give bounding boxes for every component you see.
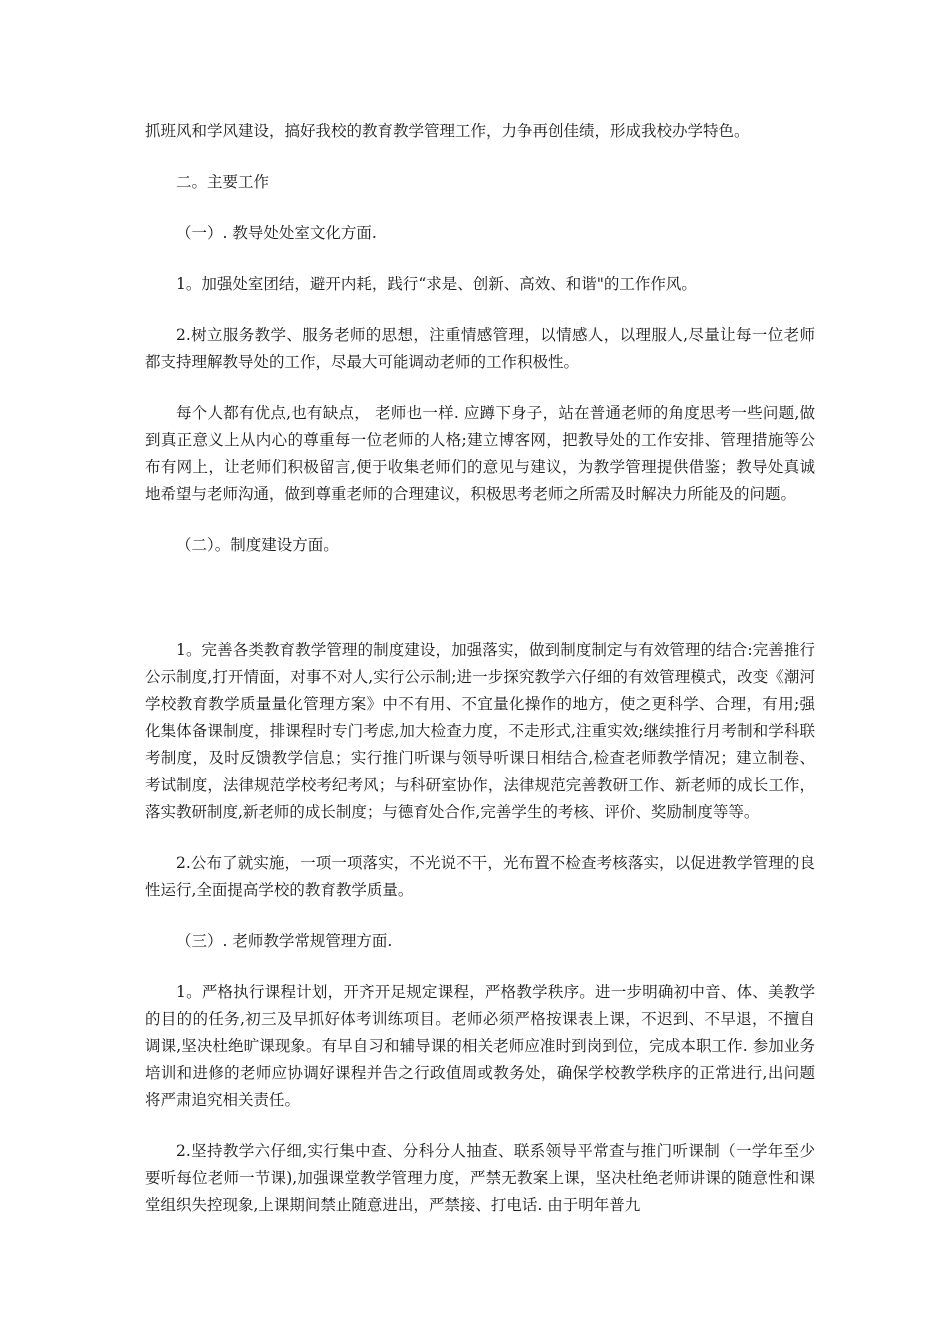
document-page [145, 118, 815, 1243]
paragraph-respect-teachers: 每个人都有优点,也有缺点， 老师也一样. 应蹲下身子，站在普通老师的角度思考一些问题,做到真正意义上从内心的尊重每一位老师的人格;建立博客网，把教导处的工作安排、管理措施等公布有网上，让老师们积极留言,便于收集老师们的意见与建议，为教学管理提供借鉴；教导处真诚地希望与老师沟通，做到尊重老师的合理建议，积极思考老师之所需及时解决力所能及的问题。 [145, 404, 815, 503]
paragraph-item-2-service: 2.树立服务教学、服务老师的思想，注重情感管理，以情感人，以理服人,尽量让每一位老师都支持理解教导处的工作，尽最大可能调动老师的工作积极性。 [145, 326, 815, 371]
subsection-heading-teaching-routine: （三）. 老师教学常规管理方面. [176, 932, 393, 950]
paragraph-item-2-inspection: 2.坚持教学六仔细,实行集中查、分科分人抽查、联系领导平常查与推门听课制（一学年至少要听每位老师一节课),加强课堂教学管理力度，严禁无教案上课，坚决杜绝老师讲课的随意性和课堂组织失控现象,上课期间禁止随意进出，严禁接、打电话. 由于明年普九 [145, 1142, 815, 1214]
paragraph-item-1-system: 1。完善各类教育教学管理的制度建设，加强落实，做到制度制定与有效管理的结合:完善推行公示制度,打开情面，对事不对人,实行公示制;进一步探究教学六仔细的有效管理模式，改变《潮河学校教育教学质量量化管理方案》中不有用、不宜量化操作的地方，使之更科学、合理，有用;强化集体备课制度，排课程时专门考虑,加大检查力度，不走形式,注重实效;继续推行月考制和学科联考制度，及时反馈教学信息；实行推门听课与领导听课日相结合,检查老师教学情况；建立制卷、考试制度，法律规范学校考纪考风；与科研室协作，法律规范完善教研工作、新老师的成长工作，落实教研制度,新老师的成长制度；与德育处合作,完善学生的考核、评价、奖励制度等等。 [145, 641, 815, 821]
paragraph-item-2-implementation: 2.公布了就实施，一项一项落实，不光说不干，光布置不检查考核落实，以促进教学管理的良性运行,全面提高学校的教育教学质量。 [145, 854, 815, 899]
subsection-heading-office-culture: （一）. 教导处处室文化方面. [176, 224, 377, 242]
paragraph-intro-continuation: 抓班风和学风建设，搞好我校的教育教学管理工作，力争再创佳绩，形成我校办学特色。 [145, 122, 750, 140]
subsection-heading-system-building: （二）。制度建设方面。 [176, 536, 339, 554]
paragraph-item-1-unity: 1。加强处室团结，避开内耗，践行“求是、创新、高效、和谐"的工作作风。 [176, 275, 697, 293]
section-heading-main-work: 二。主要工作 [176, 173, 270, 191]
paragraph-item-1-curriculum: 1。严格执行课程计划，开齐开足规定课程，严格教学秩序。进一步明确初中音、体、美教学的目的的任务,初三及早抓好体考训练项目。老师必须严格按课表上课，不迟到、不早退，不擅自调课,坚决杜绝旷课现象。有早自习和辅导课的相关老师应准时到岗到位，完成本职工作. 参加业务培训和进修的老师应协调好课程并告之行政值周或教务处，确保学校教学秩序的正常进行,出问题将严肃追究相关责任。 [145, 983, 815, 1109]
